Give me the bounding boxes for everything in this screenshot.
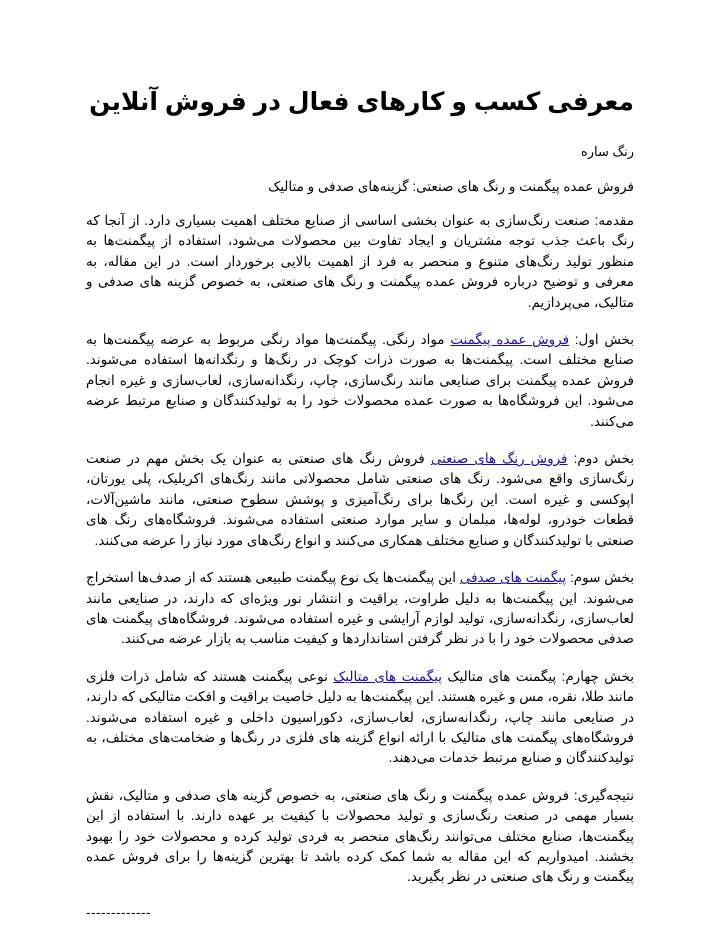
page-title: معرفی کسب و کارهای فعال در فروش آنلاین <box>89 88 634 116</box>
section-2-paragraph <box>86 449 634 551</box>
wholesale-pigment-link[interactable]: فروش عمده پیگمنت <box>450 332 570 348</box>
section-4-lead: بخش چهارم: پیگمنت های متالیک <box>442 668 634 684</box>
author-name: رنگ ساره <box>580 144 634 159</box>
section-4-body: نوعی پیگمنت هستند که شامل ذرات فلزی مانند طلا، نقره، مس و غیره هستند. این پیگمنت‌ها به دلیل خاصیت براقیت و افکت متالیکی که دارند، در صنایعی مانند چاپ، رنگدانه‌سازی، لعاب‌سازی، دکوراسیون داخلی و غیره استفاده می‌شوند. فروشگاه‌های پیگمنت های متالیک با ارائه انواع گزینه های فلزی در رنگ‌ها و ضخامت‌های مختلف، به تولیدکنندگان و صنایع مرتبط خدمات می‌دهند. <box>86 668 634 766</box>
metallic-pigment-link[interactable]: پیگمنت های متالیک <box>333 668 442 684</box>
section-3-lead: بخش سوم: <box>566 570 634 586</box>
section-2-body: فروش رنگ های صنعتی به عنوان یک بخش مهم در صنعت رنگ‌سازی واقع می‌شود. رنگ های صنعتی شامل محصولاتی مانند رنگ‌های اکریلیک، پلی یورتان، اپوکسی و غیره است. این رنگ‌ها برای رنگ‌آمیزی و پوشش سطوح صنعتی، مانند ماشین‌آلات، قطعات خودرو، لوله‌ها، مبلمان و سایر موارد صنعتی استفاده می‌شوند. فروشگاه‌های رنگ های صنعتی با تولیدکنندگان و صنایع مختلف همکاری می‌کنند و انواع رنگ‌های مورد نیاز را عرضه می‌کنند. <box>86 451 634 548</box>
section-1-paragraph <box>86 330 634 432</box>
section-3-body: این پیگمنت‌ها یک نوع پیگمنت طبیعی هستند که از صدف‌ها استخراج می‌شوند. این پیگمنت‌ها به دلیل طراوت، براقیت و انتشار نور ویژه‌ای که دارند، در صنایعی مانند لعاب‌سازی، رنگدانه‌سازی، تولید لوازم آرایشی و غیره استفاده می‌شوند. فروشگاه‌های پیگمنت های صدفی محصولات خود را با در نظر گرفتن استانداردها و کیفیت مناسب به بازار عرضه می‌کنند. <box>86 570 634 647</box>
intro-paragraph: مقدمه: صنعت رنگ‌سازی به عنوان بخشی اساسی از صنایع مختلف اهمیت بسیاری دارد. از آنجا که رنگ باعث جذب توجه مشتریان و ایجاد تفاوت بین محصولات می‌شود، استفاده از پیگمنت‌ها به منظور تولید رنگ‌های متنوع و منحصر به فرد از اهمیت بالایی برخوردار است. در این مقاله، به معرفی و توضیح درباره فروش عمده پیگمنت و رنگ های صنعتی، به خصوص گزینه های صدفی و متالیک، می‌پردازیم. <box>86 213 634 310</box>
section-4-paragraph <box>86 667 634 769</box>
pearl-pigment-link[interactable]: پیگمنت های صدفی <box>459 570 567 586</box>
section-1-lead: بخش اول: <box>569 332 635 348</box>
divider-line: ------------- <box>86 904 151 920</box>
conclusion-paragraph: نتیجه‌گیری: فروش عمده پیگمنت و رنگ های صنعتی، به خصوص گزینه های صدفی و متالیک، نقش بسیار مهمی در صنعت رنگ‌سازی و تولید محصولات با کیفیت بر عهده دارند. با استفاده از این پیگمنت‌ها، صنایع مختلف می‌توانند رنگ‌های منحصر به فردی تولید کرده و محصولات خود را بهبود بخشند. امیدواریم که این مقاله به شما کمک کرده باشد تا بهترین گزینه‌ها را برای فروش عمده پیگمنت و رنگ های صنعتی در نظر بگیرید. <box>86 787 634 885</box>
section-2-lead: بخش دوم: <box>567 451 634 467</box>
section-1-body: مواد رنگی. پیگمنت‌ها مواد رنگی مربوط به عرضه پیگمنت‌ها به صنایع مختلف است. پیگمنت‌ها به صورت ذرات کوچک در رنگ‌ها و رنگدانه‌ها استفاده می‌شوند. فروش عمده پیگمنت برای صنایعی مانند رنگ‌سازی، چاپ، رنگدانه‌سازی، لعاب‌سازی و غیره انجام می‌شود. این فروشگاه‌ها به صورت عمده محصولات خود را به تولیدکنندگان و صنایع مرتبط عرضه می‌کنند. <box>86 332 634 429</box>
article-subtitle: فروش عمده پیگمنت و رنگ های صنعتی: گزینه‌های صدفی و متالیک <box>268 179 634 194</box>
industrial-paint-link[interactable]: فروش رنگ های صنعتی <box>430 451 568 467</box>
section-3-paragraph <box>86 568 634 650</box>
